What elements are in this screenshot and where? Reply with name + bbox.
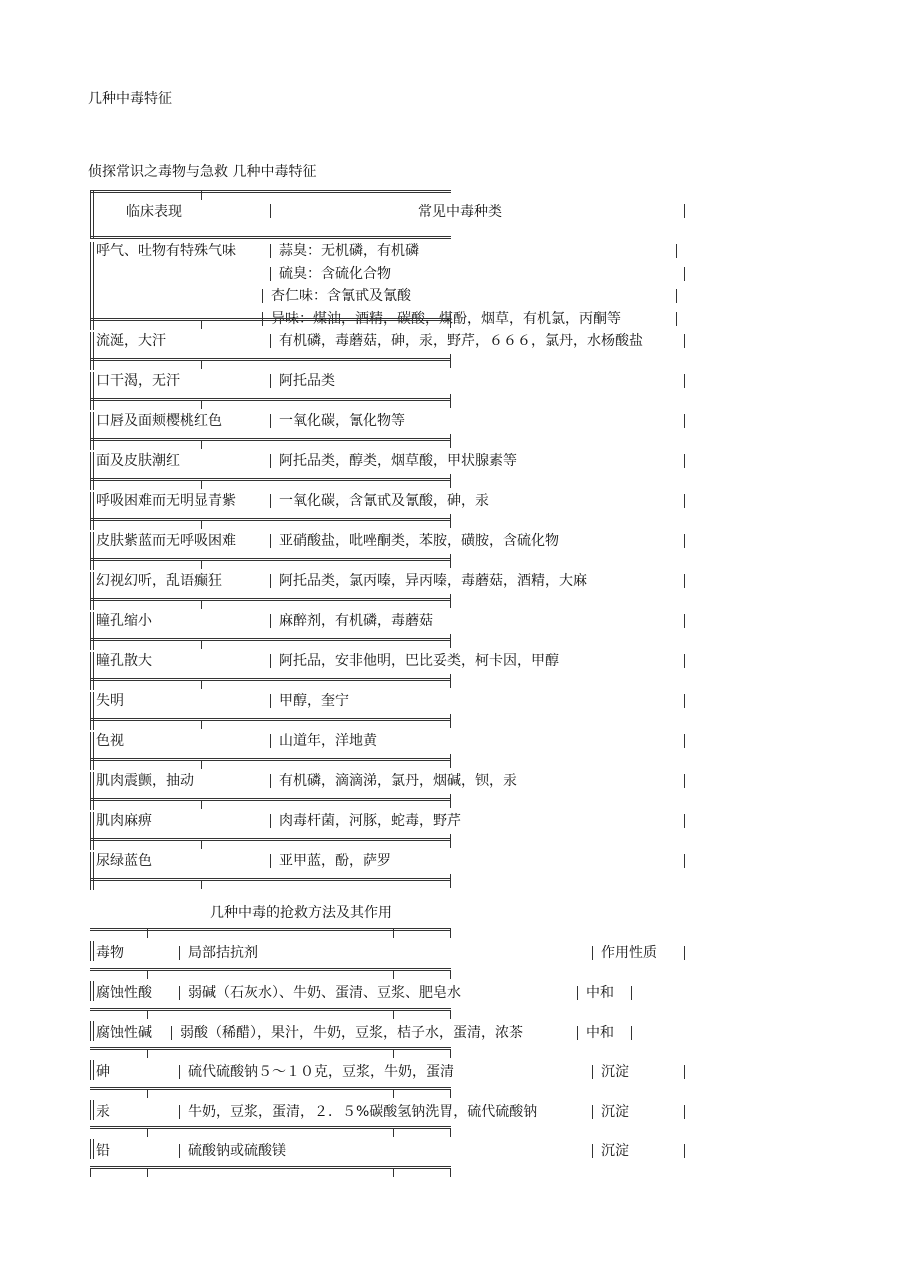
table-border — [450, 1090, 451, 1098]
row-separator — [90, 478, 451, 481]
page-title: 几种中毒特征 — [88, 91, 172, 107]
table-border — [93, 652, 94, 690]
antagonist-cell: 弱酸（稀醋），果汁，牛奶，豆浆，桔子水，蛋清，浓茶 — [180, 1024, 523, 1041]
table-border — [90, 1100, 91, 1120]
table-border — [201, 190, 202, 200]
table-border — [684, 774, 685, 788]
symptom-cell: 呼气、吐物有特殊气味 — [96, 243, 236, 259]
table-border — [450, 794, 451, 808]
types-cell: 阿托品类 — [279, 373, 335, 389]
table-border — [90, 981, 91, 1001]
table-border — [676, 312, 677, 326]
table-border — [201, 761, 202, 769]
types-cell: 一氧化碳，含氰甙及氰酸，砷，汞 — [279, 493, 489, 509]
table-border — [93, 1139, 94, 1159]
table-border — [201, 561, 202, 569]
table-border — [179, 1105, 180, 1119]
table-border — [393, 1129, 394, 1137]
row-separator — [90, 968, 451, 971]
table-border — [179, 946, 180, 960]
table-border — [93, 412, 94, 450]
row-separator — [90, 878, 451, 881]
table-border — [684, 267, 685, 281]
poison-cell: 腐蚀性碱 — [96, 1024, 152, 1041]
row-separator — [90, 638, 451, 641]
table-border — [450, 354, 451, 368]
table-border — [684, 694, 685, 708]
table-border — [147, 971, 148, 979]
action-cell: 中和 — [586, 985, 614, 1001]
table-border — [684, 534, 685, 548]
table-border — [201, 801, 202, 809]
types-cell: 山道年，洋地黄 — [279, 733, 377, 749]
header-action: 作用性质 — [601, 945, 657, 961]
table-border — [684, 854, 685, 868]
table-border — [201, 441, 202, 449]
table-border — [90, 372, 91, 410]
table-border — [147, 1011, 148, 1019]
symptom-cell: 色视 — [96, 733, 124, 749]
table-border — [262, 289, 263, 303]
table-border — [201, 841, 202, 849]
table-border — [93, 332, 94, 370]
table-border — [90, 236, 451, 239]
table-border — [90, 242, 91, 330]
table-border — [93, 612, 94, 650]
table-border — [450, 674, 451, 688]
types-cell: 蒜臭：无机磷，有机磷 — [279, 243, 419, 259]
types-cell: 杏仁味：含氰甙及氰酸 — [271, 288, 411, 304]
row-separator — [90, 558, 451, 561]
table-border — [450, 834, 451, 848]
table-border — [450, 714, 451, 728]
table-border — [270, 734, 271, 748]
table-border — [450, 474, 451, 488]
table-border — [450, 394, 451, 408]
row-separator — [90, 758, 451, 761]
types-cell: 阿托品类，醇类，烟草酸，甲状腺素等 — [279, 453, 517, 469]
table-border — [270, 494, 271, 508]
row-separator — [90, 1047, 451, 1050]
table-border — [90, 1169, 91, 1177]
table-border — [147, 1050, 148, 1058]
antagonist-cell: 硫代硫酸钠５～１０克，豆浆，牛奶，蛋清 — [188, 1064, 454, 1080]
table-border — [684, 654, 685, 668]
table-border — [90, 852, 91, 890]
table-border — [201, 881, 202, 889]
symptom-cell: 口干渴，无汗 — [96, 373, 180, 389]
table-border — [676, 289, 677, 303]
table-border — [450, 314, 451, 328]
table-border — [93, 452, 94, 490]
table-border — [90, 652, 91, 690]
row-separator — [90, 798, 451, 801]
row-separator — [90, 598, 451, 601]
table-border — [577, 986, 578, 1000]
table-border — [270, 854, 271, 868]
subtitle: 侦探常识之毒物与急救 几种中毒特征 — [88, 164, 317, 180]
table-border — [90, 612, 91, 650]
table-border — [450, 1011, 451, 1019]
table-border — [90, 572, 91, 610]
symptom-cell: 失明 — [96, 693, 124, 709]
table-border — [684, 574, 685, 588]
table-border — [179, 1144, 180, 1158]
table-border — [450, 1129, 451, 1137]
types-cell: 阿托品类，氯丙嗪，异丙嗪，毒蘑菇，酒精，大麻 — [279, 573, 587, 589]
table-border — [90, 190, 91, 238]
table-border — [93, 1100, 94, 1120]
table-border — [270, 267, 271, 281]
rescue-table-title: 几种中毒的抢救方法及其作用 — [210, 905, 392, 921]
row-separator — [90, 1008, 451, 1011]
types-cell: 异味：煤油，酒精，碳酸，煤酚，烟草，有机氯，丙酮等 — [271, 310, 621, 327]
table-border — [450, 1050, 451, 1058]
table-border — [179, 986, 180, 1000]
table-border — [450, 554, 451, 568]
header-types: 常见中毒种类 — [418, 204, 502, 220]
table-border — [93, 692, 94, 730]
table-border — [676, 244, 677, 258]
action-cell: 沉淀 — [601, 1064, 629, 1080]
action-cell: 沉淀 — [601, 1143, 629, 1159]
table-border — [93, 242, 94, 330]
table-border — [90, 190, 451, 193]
table-border — [201, 601, 202, 609]
symptom-cell: 呼吸困难而无明显青紫 — [96, 493, 236, 509]
types-cell: 肉毒杆菌，河豚，蛇毒，野芹 — [279, 813, 461, 829]
table-border — [270, 334, 271, 348]
types-cell: 一氧化碳，氰化物等 — [279, 413, 405, 429]
types-cell: 阿托品，安非他明，巴比妥类，柯卡因，甲醇 — [279, 653, 559, 669]
types-cell: 亚甲蓝，酚，萨罗 — [279, 853, 391, 869]
row-separator — [90, 1087, 451, 1090]
table-border — [270, 244, 271, 258]
row-separator — [90, 678, 451, 681]
table-border — [93, 1060, 94, 1080]
symptom-cell: 瞳孔散大 — [96, 653, 152, 669]
symptom-cell: 面及皮肤潮红 — [96, 453, 180, 469]
table-border — [201, 321, 202, 329]
row-separator — [90, 1126, 451, 1129]
table-border — [147, 1090, 148, 1098]
table-border — [684, 374, 685, 388]
row-separator — [90, 518, 451, 521]
table-border — [684, 1144, 685, 1158]
table-border — [270, 454, 271, 468]
table-border — [450, 514, 451, 528]
table-border — [393, 1011, 394, 1019]
table-border — [684, 494, 685, 508]
header-symptom: 临床表现 — [126, 204, 182, 220]
table-border — [393, 1050, 394, 1058]
table-border — [684, 614, 685, 628]
symptom-cell: 幻视幻听，乱语癫狂 — [96, 573, 222, 589]
table-border — [270, 204, 271, 218]
poison-cell: 铅 — [96, 1143, 110, 1159]
table-border — [684, 946, 685, 960]
symptom-cell: 肌肉震颤，抽动 — [96, 773, 194, 789]
table-border — [592, 1105, 593, 1119]
table-border — [179, 1065, 180, 1079]
table-border — [684, 1105, 685, 1119]
table-border — [90, 812, 91, 850]
table-border — [93, 772, 94, 810]
table-border — [270, 374, 271, 388]
symptom-cell: 尿绿蓝色 — [96, 853, 152, 869]
table-border — [93, 532, 94, 570]
table-border — [147, 1169, 148, 1177]
table-border — [90, 772, 91, 810]
row-separator — [90, 398, 451, 401]
table-border — [90, 692, 91, 730]
table-border — [90, 492, 91, 530]
poison-cell: 砷 — [96, 1064, 110, 1080]
table-border — [270, 614, 271, 628]
table-border — [93, 572, 94, 610]
table-border — [450, 971, 451, 979]
table-border — [201, 721, 202, 729]
table-border — [631, 986, 632, 1000]
table-border — [201, 681, 202, 689]
table-border — [270, 694, 271, 708]
table-border — [684, 1065, 685, 1079]
table-border — [90, 1060, 91, 1080]
table-border — [270, 574, 271, 588]
table-border — [684, 334, 685, 348]
table-border — [201, 481, 202, 489]
table-border — [450, 634, 451, 648]
table-border — [393, 971, 394, 979]
row-separator — [90, 718, 451, 721]
row-separator — [90, 1166, 451, 1169]
table-border — [684, 454, 685, 468]
table-border — [93, 492, 94, 530]
types-cell: 硫臭：含硫化合物 — [279, 265, 391, 282]
table-border — [93, 852, 94, 890]
table-border — [90, 452, 91, 490]
table-border — [90, 732, 91, 770]
symptom-cell: 皮肤紫蓝而无呼吸困难 — [96, 533, 236, 549]
types-cell: 有机磷，滴滴涕，氯丹，烟碱，钡，汞 — [279, 773, 517, 789]
table-border — [393, 1090, 394, 1098]
table-border — [90, 928, 451, 931]
action-cell: 沉淀 — [601, 1103, 629, 1120]
table-border — [270, 534, 271, 548]
table-border — [201, 521, 202, 529]
types-cell: 甲醇，奎宁 — [279, 693, 349, 709]
row-separator — [90, 358, 451, 361]
table-border — [93, 732, 94, 770]
symptom-cell: 瞳孔缩小 — [96, 613, 152, 629]
types-cell: 麻醉剂，有机磷，毒蘑菇 — [279, 613, 433, 629]
table-border — [93, 812, 94, 850]
antagonist-cell: 牛奶，豆浆，蛋清，２．５%碳酸氢钠洗胃，硫代硫酸钠 — [188, 1103, 538, 1120]
table-border — [450, 928, 451, 938]
table-border — [93, 981, 94, 1001]
table-border — [90, 332, 91, 370]
header-poison: 毒物 — [96, 945, 124, 961]
table-border — [270, 774, 271, 788]
table-border — [577, 1026, 578, 1040]
table-border — [201, 641, 202, 649]
table-border — [90, 412, 91, 450]
table-border — [450, 434, 451, 448]
table-border — [592, 946, 593, 960]
table-border — [90, 532, 91, 570]
table-border — [201, 361, 202, 369]
row-separator — [90, 838, 451, 841]
table-border — [684, 814, 685, 828]
header-antagonist: 局部拮抗剂 — [188, 945, 258, 961]
table-border — [93, 372, 94, 410]
table-border — [450, 754, 451, 768]
table-border — [90, 1139, 91, 1159]
table-border — [93, 1021, 94, 1041]
row-separator — [90, 438, 451, 441]
table-border — [393, 1169, 394, 1177]
table-border — [90, 941, 91, 961]
table-border — [450, 874, 451, 888]
symptom-cell: 口唇及面颊樱桃红色 — [96, 413, 222, 429]
poison-cell: 汞 — [96, 1103, 110, 1120]
table-border — [270, 654, 271, 668]
table-border — [684, 414, 685, 428]
table-border — [93, 941, 94, 961]
row-separator — [90, 318, 451, 321]
table-border — [684, 734, 685, 748]
table-border — [270, 414, 271, 428]
table-border — [90, 1021, 91, 1041]
poison-cell: 腐蚀性酸 — [96, 985, 152, 1001]
types-cell: 有机磷，毒蘑菇，砷，汞，野芹，６６６，氯丹，水杨酸盐 — [279, 333, 643, 349]
table-border — [450, 1169, 451, 1177]
symptom-cell: 肌肉麻痹 — [96, 813, 152, 829]
table-border — [201, 401, 202, 409]
table-border — [684, 204, 685, 218]
table-border — [592, 1144, 593, 1158]
antagonist-cell: 弱碱（石灰水）、牛奶、蛋清、豆浆、肥皂水 — [188, 985, 461, 1001]
symptom-cell: 流涎，大汗 — [96, 333, 166, 349]
table-border — [270, 814, 271, 828]
table-border — [93, 190, 94, 238]
table-border — [450, 594, 451, 608]
table-border — [147, 928, 148, 938]
types-cell: 亚硝酸盐，吡唑酮类，苯胺，磺胺，含硫化物 — [279, 533, 559, 549]
table-border — [147, 1129, 148, 1137]
table-border — [592, 1065, 593, 1079]
table-border — [393, 928, 394, 938]
table-border — [631, 1026, 632, 1040]
action-cell: 中和 — [586, 1024, 614, 1041]
antagonist-cell: 硫酸钠或硫酸镁 — [188, 1143, 286, 1159]
table-border — [171, 1026, 172, 1040]
